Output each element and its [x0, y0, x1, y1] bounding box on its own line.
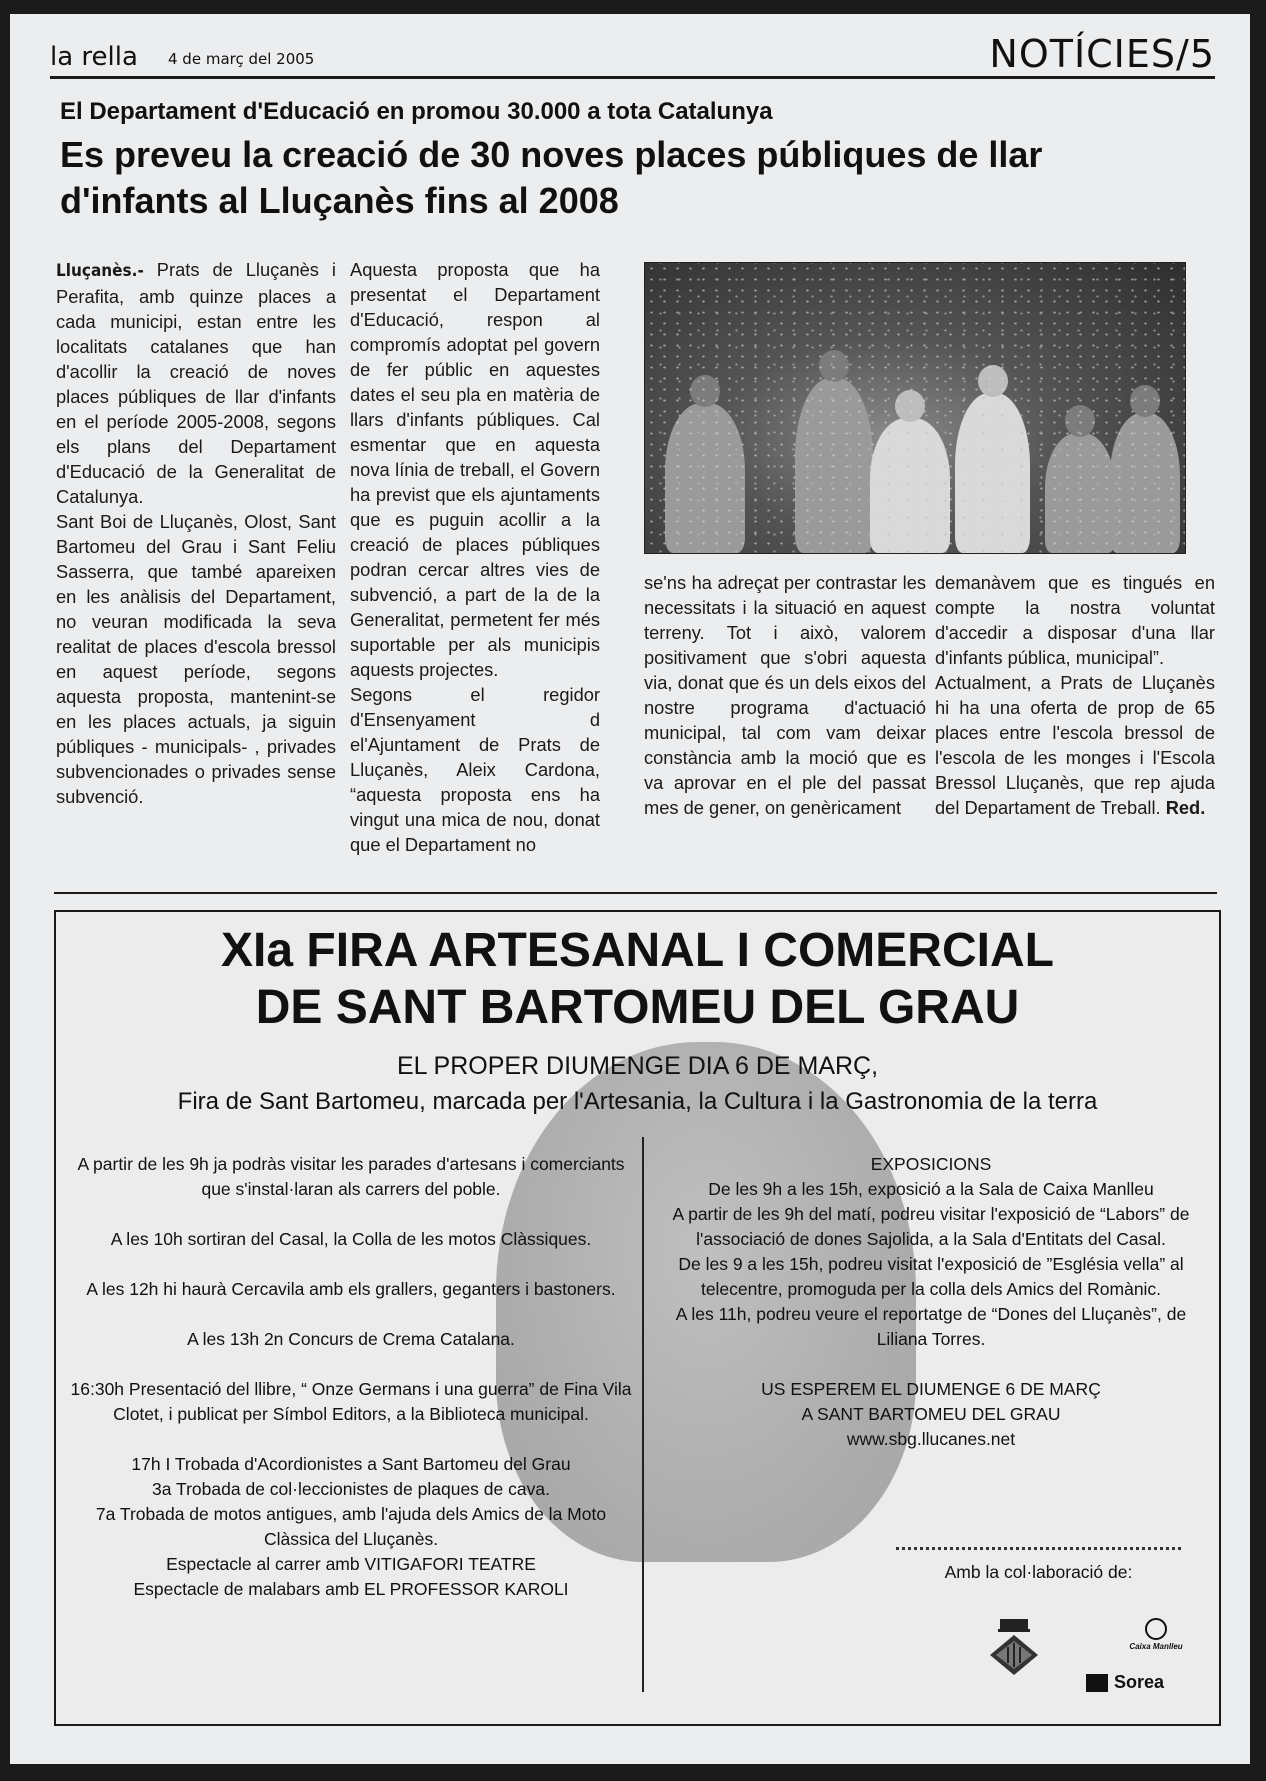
closing-line: A SANT BARTOMEU DEL GRAU [801, 1404, 1061, 1424]
article-kicker: El Departament d'Educació en promou 30.000 a tota Catalunya [60, 98, 773, 125]
program-item: 17h I Trobada d'Acordionistes a Sant Bartomeu del Grau [131, 1454, 571, 1474]
caixa-manlleu-icon [1145, 1618, 1167, 1640]
ad-column-divider [642, 1137, 644, 1692]
ad-title: XIa FIRA ARTESANAL I COMERCIAL DE SANT BARTOMEU DEL GRAU [221, 924, 1054, 1034]
ad-date-line: EL PROPER DIUMENGE DIA 6 DE MARÇ, [396, 1052, 879, 1080]
article-paragraph: Actualment, a Prats de Lluçanès hi ha una oferta de prop de 65 places entre l'escola bressol de l'escola de les monges i l'Escola Bressol Lluçanès, que rep ajuda del Departament de Treball. Red. [935, 672, 1215, 818]
caixa-manlleu-logo: Caixa Manlleu [1121, 1618, 1191, 1651]
article-column-2 [350, 257, 600, 857]
website-link[interactable]: www.sbg.llucanes.net [846, 1429, 1016, 1449]
program-item: A les 12h hi haurà Cercavila amb els grallers, geganters i bastoners. [86, 1279, 616, 1299]
program-item: 16:30h Presentació del llibre, “ Onze Germans i una guerra” de Fina Vila Clotet, i publicat per Símbol Editors, a la Biblioteca municipal. [70, 1379, 632, 1424]
ad-program-right [651, 1152, 1211, 1452]
article-column-3 [644, 570, 926, 820]
sorea-logo: Sorea [1086, 1672, 1164, 1693]
section-title: NOTÍCIES/5 [989, 32, 1215, 76]
program-item: Espectacle de malabars amb EL PROFESSOR KAROLI [133, 1579, 569, 1599]
collaboration-label: Amb la col·laboració de: [944, 1562, 1133, 1582]
article-column-4 [935, 570, 1215, 820]
publication-name: la rella [50, 42, 138, 72]
article-paragraph: se'ns ha adreçat per contrastar les necessitats i la situació en aquest terreny. Tot i això, valorem positivament que s'obri aquesta via, donat que és un dels eixos del nostre programa d'actuació municipal, tal com vam deixar constància amb la moció que es va aprovar en el ple del passat mes de gener, on genèricament [644, 572, 926, 818]
article-lead: Lluçanès.- [56, 261, 144, 281]
article-column-1 [56, 257, 336, 809]
ad-tagline: Fira de Sant Bartomeu, marcada per l'Artesania, la Cultura i la Gastronomia de la terra [177, 1088, 1098, 1115]
program-item: A les 11h, podreu veure el reportatge de “Dones del Lluçanès”, de Liliana Torres. [675, 1304, 1187, 1349]
masthead [50, 32, 1215, 79]
municipal-crest-icon [986, 1617, 1042, 1677]
article-paragraph: Aquesta proposta que ha presentat el Departament d'Educació, respon al compromís adoptat pel govern de fer públic en aquestes dates el seu pla en matèria de llars d'infants públiques. Cal esmentar que en aquesta nova línia de treball, el Govern ha previst que els ajuntaments que es puguin acollir a la creació de places públiques podran cercar altres vies de subvenció, a part de la de la Generalitat, permetent fer més suportable per als municipis aquests projectes. [350, 259, 600, 680]
program-item: 3a Trobada de col·leccionistes de plaques de cava. [152, 1479, 550, 1499]
program-item: A les 13h 2n Concurs de Crema Catalana. [187, 1329, 515, 1349]
program-item: A les 10h sortiran del Casal, la Colla de les motos Clàssiques. [110, 1229, 592, 1249]
section-divider [54, 892, 1217, 894]
program-item: A partir de les 9h del matí, podreu visitar l'exposició de “Labors” de l'associació de dones Sajolida, a la Sala d'Entitats del Casal. [672, 1204, 1190, 1249]
article-headline: Es preveu la creació de 30 noves places públiques de llar d'infants al Lluçanès fins al 2008 [60, 134, 1043, 221]
program-item: De les 9 a les 15h, podreu visitat l'exposició de ”Església vella” al telecentre, promoguda per la colla dels Amics del Romànic. [678, 1254, 1184, 1299]
issue-date: 4 de març del 2005 [168, 50, 315, 68]
article-paragraph: Segons el regidor d'Ensenyament d el'Ajuntament de Prats de Lluçanès, Aleix Cardona, “aquesta proposta ens ha vingut una mica de nou, donat que el Departament no [350, 684, 600, 855]
program-item: De les 9h a les 15h, exposició a la Sala de Caixa Manlleu [708, 1179, 1154, 1199]
photo-confetti [645, 263, 1185, 553]
program-item: 7a Trobada de motos antigues, amb l'ajuda dels Amics de la Moto Clàssica del Lluçanès. [95, 1504, 607, 1549]
article-paragraph: Sant Boi de Lluçanès, Olost, Sant Bartomeu del Grau i Sant Feliu Sasserra, que també apareixen en les anàlisis del Departament, no veuran modificada la seva realitat de places d'escola bressol en aquest període, segons aquesta proposta, mantenint-se en les places actuals, ja siguin públiques - municipals- , privades subvencionades o privades sense subvenció. [56, 511, 336, 807]
article-signature: Red. [1165, 797, 1206, 818]
closing-line: US ESPEREM EL DIUMENGE 6 DE MARÇ [761, 1379, 1101, 1399]
program-item: A partir de les 9h ja podràs visitar les parades d'artesans i comerciants que s'instal·laran als carrers del poble. [77, 1154, 625, 1199]
article-paragraph: Lluçanès.- Prats de Lluçanès i Perafita, amb quinze places a cada municipi, estan entre les localitats catalanes que han d'acollir la creació de noves places públiques de llar d'infants en el període 2005-2008, segons els plans del Departament d'Educació de la Generalitat de Catalunya. [56, 259, 336, 507]
article-photo [644, 262, 1186, 554]
dotted-rule [896, 1547, 1181, 1550]
program-item: Espectacle al carrer amb VITIGAFORI TEATRE [166, 1554, 536, 1574]
article-paragraph: demanàvem que es tingués en compte la nostra voluntat d'accedir a disposar d'una llar d'infants pública, municipal”. [935, 572, 1215, 668]
newspaper-page [10, 14, 1250, 1764]
ad-program-left [66, 1152, 636, 1602]
fair-advertisement [54, 910, 1221, 1726]
exhibitions-heading: EXPOSICIONS [870, 1154, 992, 1174]
sorea-icon [1086, 1674, 1108, 1692]
